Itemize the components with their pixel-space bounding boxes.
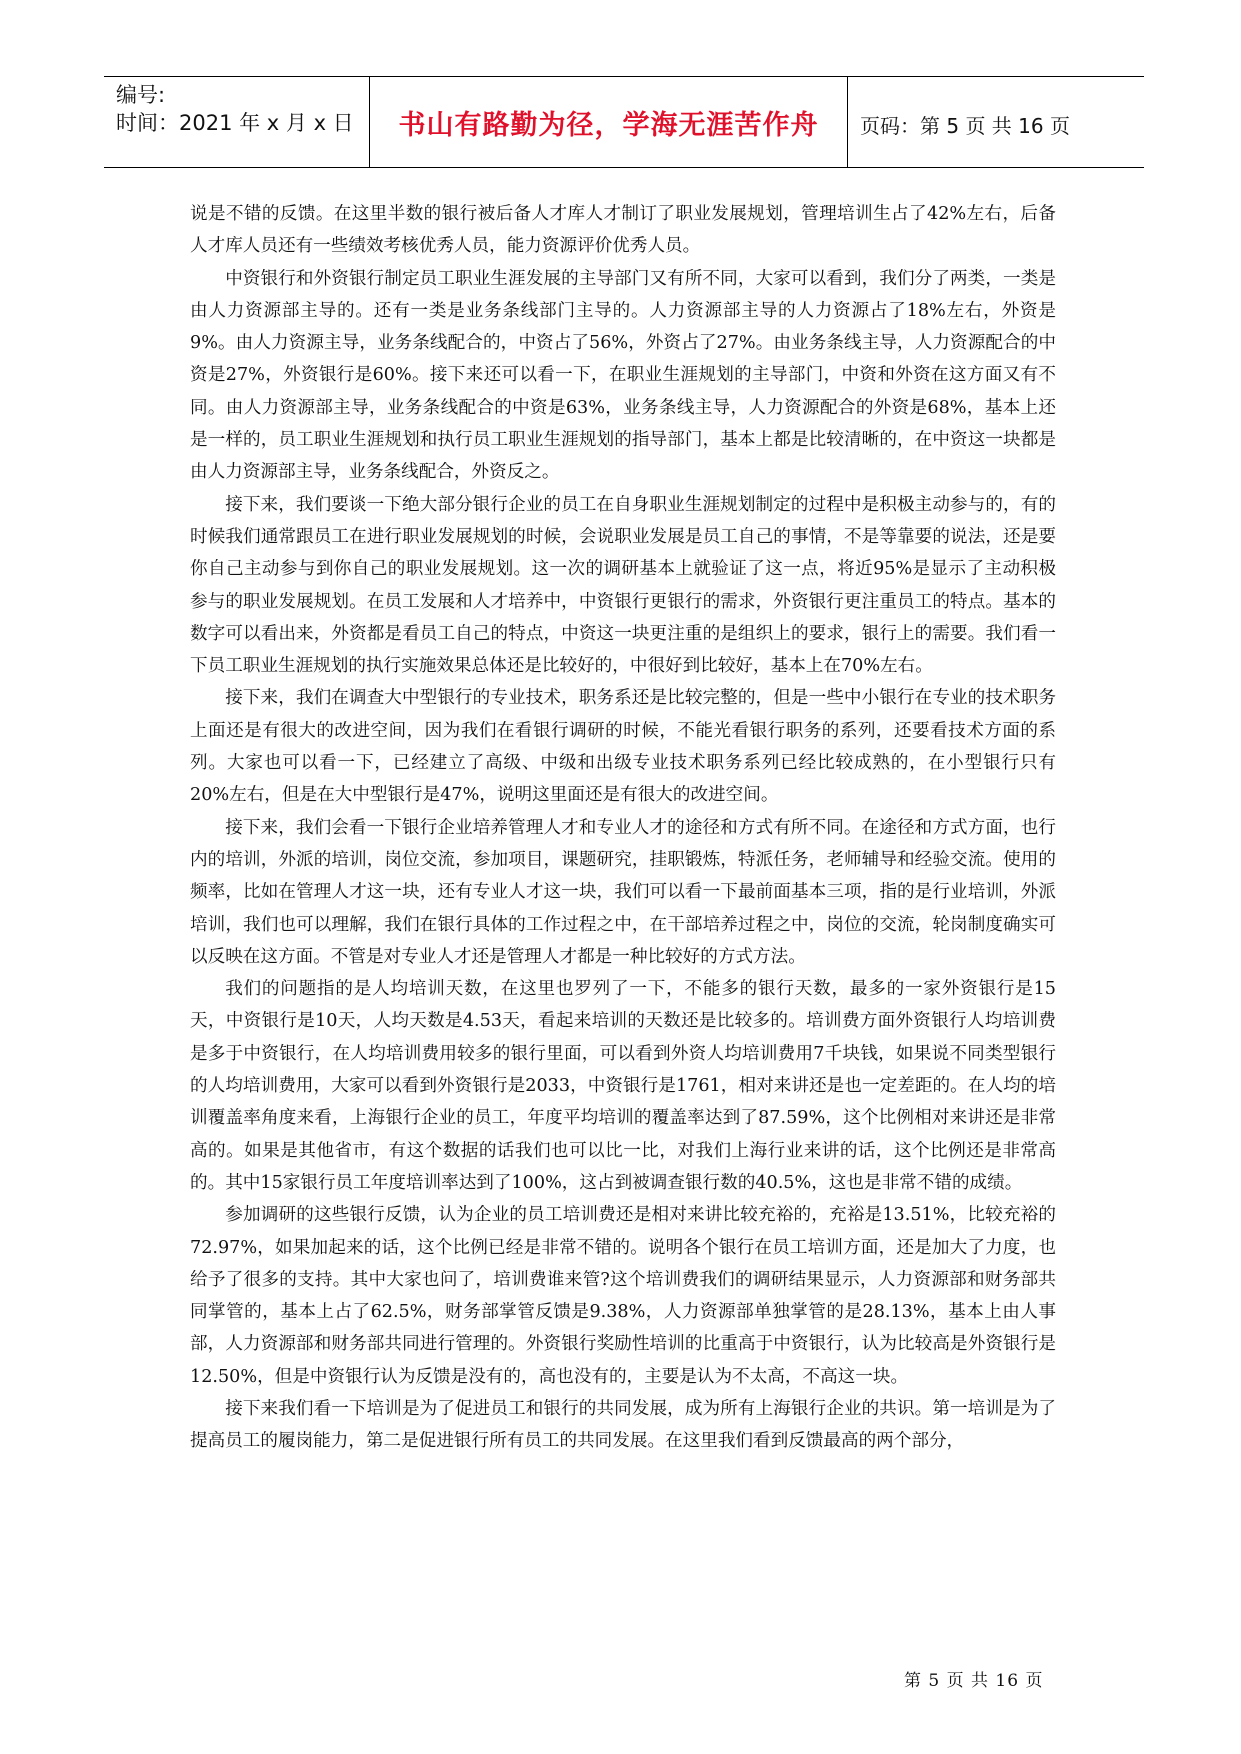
body-paragraph: 接下来，我们要谈一下绝大部分银行企业的员工在自身职业生涯规划制定的过程中是积极主动参与的，有的时候我们通常跟员工在进行职业发展规划的时候，会说职业发展是员工自己的事情，不是等靠要的说法，还是要你自己主动参与到你自己的职业发展规划。这一次的调研基本上就验证了这一点，将近95%是显示了主动积极参与的职业发展规划。在员工发展和人才培养中，中资银行更银行的需求，外资银行更注重员工的特点。基本的数字可以看出来，外资都是看员工自己的特点，中资这一块更注重的是组织上的要求，银行上的需要。我们看一下员工职业生涯规划的执行实施效果总体还是比较好的，中很好到比较好，基本上在70%左右。	[190, 494, 1056, 677]
page-header	[104, 76, 1144, 168]
document-time-label: 时间：2021 年 x 月 x 日	[116, 111, 354, 135]
header-page-cell	[848, 77, 1144, 167]
body-paragraph: 说是不错的反馈。在这里半数的银行被后备人才库人才制订了职业发展规划，管理培训生占了42%左右，后备人才库人员还有一些绩效考核优秀人员，能力资源评价优秀人员。	[190, 204, 1056, 257]
body-paragraph: 参加调研的这些银行反馈，认为企业的员工培训费还是相对来讲比较充裕的，充裕是13.51%，比较充裕的72.97%，如果加起来的话，这个比例已经是非常不错的。说明各个银行在员工培训方面，还是加大了力度，也给予了很多的支持。其中大家也问了，培训费谁来管?这个培训费我们的调研结果显示，人力资源部和财务部共同掌管的，基本上占了62.5%，财务部掌管反馈是9.38%，人力资源部单独掌管的是28.13%，基本上由人事部，人力资源部和财务部共同进行管理的。外资银行奖励性培训的比重高于中资银行，认为比较高是外资银行是12.50%，但是中资银行认为反馈是没有的，高也没有的，主要是认为不太高，不高这一块。	[190, 1205, 1056, 1387]
body-paragraph: 接下来，我们会看一下银行企业培养管理人才和专业人才的途径和方式有所不同。在途径和方式方面，也行内的培训，外派的培训，岗位交流，参加项目，课题研究，挂职锻炼，特派任务，老师辅导和经验交流。使用的频率，比如在管理人才这一块，还有专业人才这一块，我们可以看一下最前面基本三项，指的是行业培训，外派培训，我们也可以理解，我们在银行具体的工作过程之中，在干部培养过程之中，岗位的交流，轮岗制度确实可以反映在这方面。不管是对专业人才还是管理人才都是一种比较好的方式方法。	[190, 817, 1056, 967]
body-paragraph: 接下来，我们在调查大中型银行的专业技术，职务系还是比较完整的，但是一些中小银行在专业的技术职务上面还是有很大的改进空间，因为我们在看银行调研的时候，不能光看银行职务的系列，还要看技术方面的系列。大家也可以看一下，已经建立了高级、中级和出级专业技术职务系列已经比较成熟的，在小型银行只有20%左右，但是在大中型银行是47%，说明这里面还是有很大的改进空间。	[190, 688, 1056, 806]
document-number-label: 编号:	[116, 83, 166, 107]
header-motto-cell	[370, 77, 848, 167]
body-paragraph: 接下来我们看一下培训是为了促进员工和银行的共同发展，成为所有上海银行企业的共识。第一培训是为了提高员工的履岗能力，第二是促进银行所有员工的共同发展。在这里我们看到反馈最高的两个部分，	[190, 1398, 1056, 1452]
body-paragraph: 中资银行和外资银行制定员工职业生涯发展的主导部门又有所不同，大家可以看到，我们分了两类，一类是由人力资源部主导的。还有一类是业务条线部门主导的。人力资源部主导的人力资源占了18%左右，外资是9%。由人力资源主导，业务条线配合的，中资占了56%，外资占了27%。由业务条线主导，人力资源配合的中资是27%，外资银行是60%。接下来还可以看一下，在职业生涯规划的主导部门，中资和外资在这方面又有不同。由人力资源部主导，业务条线配合的中资是63%，业务条线主导，人力资源配合的外资是68%，基本上还是一样的，员工职业生涯规划和执行员工职业生涯规划的指导部门，基本上都是比较清晰的，在中资这一块都是由人力资源部主导，业务条线配合，外资反之。	[190, 268, 1056, 483]
header-info-cell	[104, 77, 370, 167]
header-motto: 书山有路勤为径，学海无涯苦作舟	[398, 110, 819, 141]
body-paragraph: 我们的问题指的是人均培训天数，在这里也罗列了一下，不能多的银行天数，最多的一家外资银行是15天，中资银行是10天，人均天数是4.53天，看起来培训的天数还是比较多的。培训费方面外资银行人均培训费是多于中资银行，在人均培训费用较多的银行里面，可以看到外资人均培训费用7千块钱，如果说不同类型银行的人均培训费用，大家可以看到外资银行是2033，中资银行是1761，相对来讲还是也一定差距的。在人均的培训覆盖率角度来看，上海银行企业的员工，年度平均培训的覆盖率达到了87.59%，这个比例相对来讲还是非常高的。如果是其他省市，有这个数据的话我们也可以比一比，对我们上海行业来讲的话，这个比例还是非常高的。其中15家银行员工年度培训率达到了100%，这占到被调查银行数的40.5%，这也是非常不错的成绩。	[190, 979, 1056, 1193]
document-body	[190, 198, 1056, 1458]
header-page-number: 页码：第 5 页 共 16 页	[860, 114, 1070, 138]
page-footer: 第 5 页 共 16 页	[904, 1671, 1044, 1691]
